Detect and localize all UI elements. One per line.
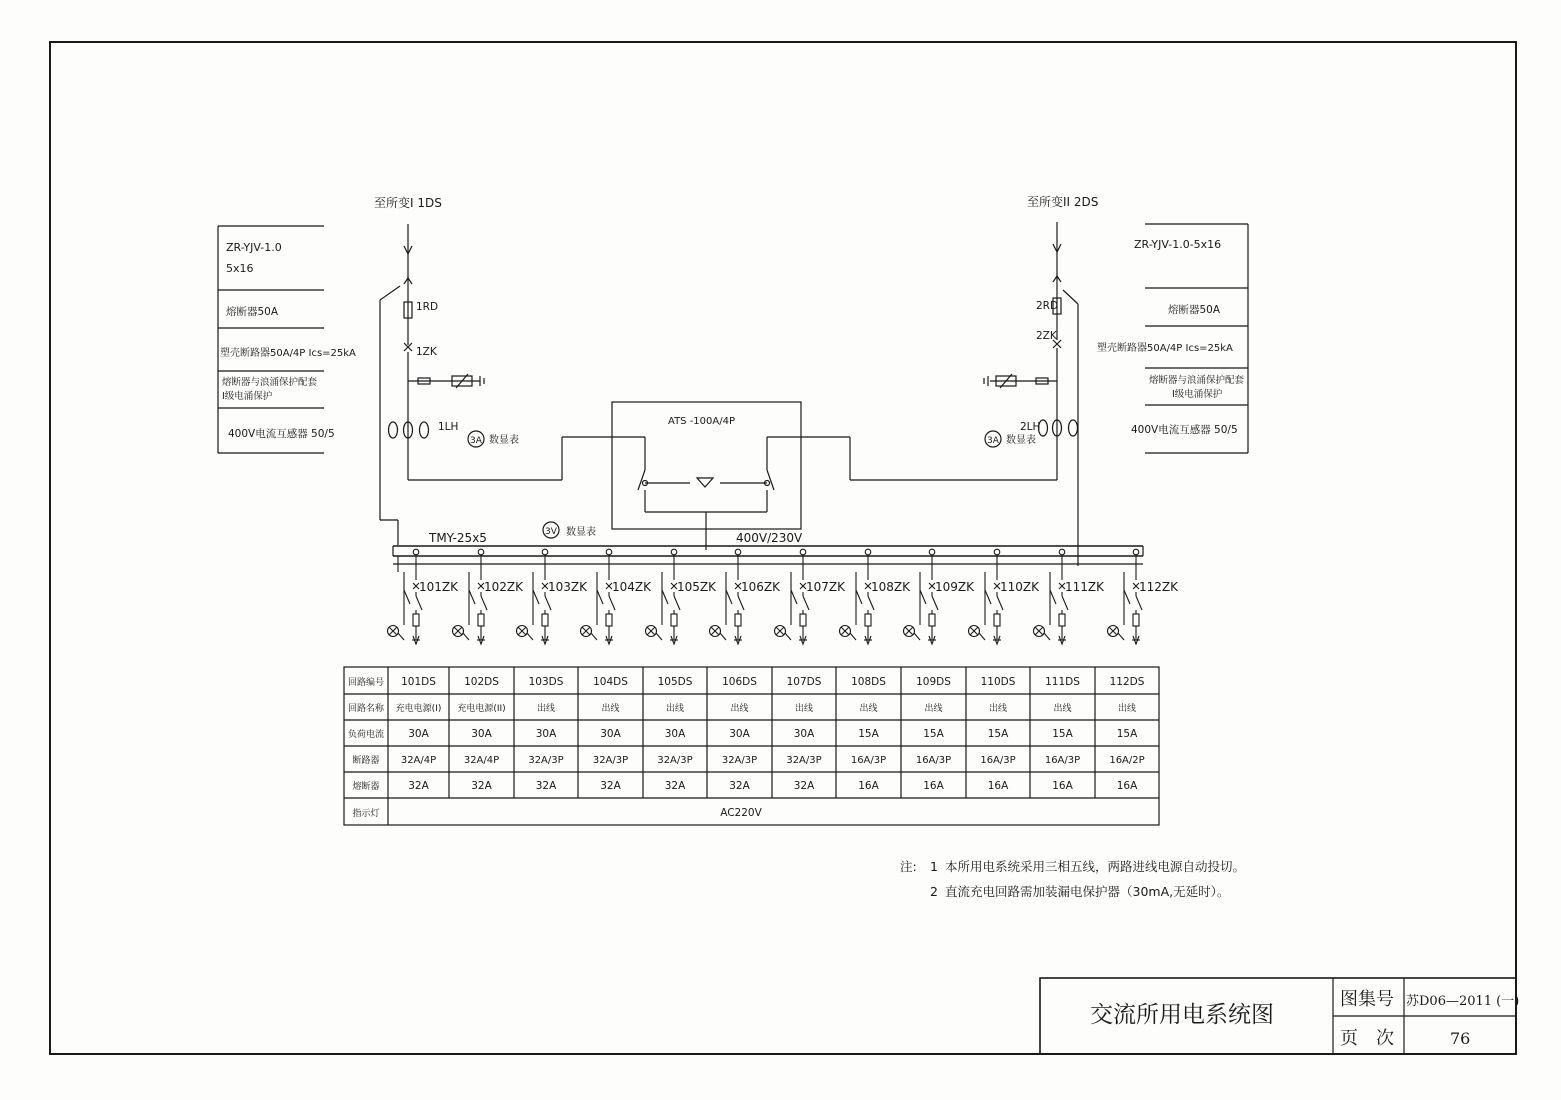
indicator-lamp-icon — [581, 626, 592, 637]
left-cable-size: 5x16 — [226, 262, 254, 275]
table-cell-breaker: 16A/3P — [850, 755, 887, 766]
table-cell-circuit-name: 出线 — [601, 704, 620, 714]
table-cell-circuit-no: 105DS — [657, 676, 693, 688]
table-cell-circuit-name: 出线 — [665, 704, 685, 714]
table-row-header: 回路编号 — [347, 678, 385, 688]
right-ct-spec: 400V电流互感器 50/5 — [1131, 424, 1238, 436]
table-cell-load-current: 15A — [987, 728, 1009, 740]
left-feeder-line — [380, 224, 645, 545]
left-coordination-l1: 熔断器与浪涌保护配套 — [222, 377, 318, 388]
indicator-lamp-icon — [1034, 626, 1045, 637]
table-cell-circuit-name: 出线 — [1117, 704, 1137, 714]
left-coordination-l2: I级电涌保护 — [222, 391, 273, 402]
table-cell-circuit-no: 102DS — [464, 676, 499, 688]
left-fuse-tag: 1RD — [416, 301, 439, 313]
table-cell-circuit-no: 111DS — [1045, 676, 1080, 688]
table-cell-load-current: 15A — [1116, 728, 1138, 740]
table-row-header: 回路名称 — [347, 704, 385, 714]
note-1: 本所用电系统采用三相五线，两路进线电源自动投切。 — [945, 859, 1246, 874]
breaker-label: 111ZK — [1065, 580, 1104, 594]
table-cell-load-current: 15A — [858, 728, 879, 740]
table-cell-breaker: 32A/3P — [786, 755, 822, 766]
breaker-label: 104ZK — [612, 580, 651, 594]
indicator-lamp-icon — [1108, 626, 1119, 637]
table-cell-fuse: 32A — [600, 780, 621, 792]
right-meter-label: 数显表 — [1006, 435, 1036, 446]
table-cell-circuit-no: 103DS — [528, 676, 564, 688]
right-breaker-spec: 塑壳断路器50A/4P Ics=25kA — [1097, 343, 1233, 354]
right-coordination-l1: 熔断器与浪涌保护配套 — [1149, 375, 1245, 386]
indicator-lamp-icon — [775, 626, 786, 637]
indicator-lamp-icon — [453, 626, 464, 637]
table-cell-circuit-no: 110DS — [980, 676, 1016, 688]
table-cell-breaker: 32A/3P — [592, 755, 629, 766]
left-breaker-tag: 1ZK — [416, 346, 437, 358]
table-cell-fuse: 32A — [793, 780, 815, 792]
table-cell-circuit-no: 101DS — [401, 676, 436, 688]
left-spec-panel — [218, 226, 324, 453]
table-cell-fuse: 16A — [858, 780, 879, 792]
indicator-lamp-icon — [517, 626, 528, 637]
note-prefix: 注: — [900, 859, 917, 874]
table-cell-breaker: 32A/4P — [400, 755, 437, 766]
circuit-table-grid — [344, 667, 1159, 825]
table-cell-circuit-name: 出线 — [924, 704, 943, 714]
table-cell-load-current: 30A — [664, 728, 686, 740]
indicator-lamp-icon — [388, 626, 399, 637]
table-cell-breaker: 32A/3P — [528, 755, 564, 766]
page-number: 76 — [1450, 1029, 1471, 1048]
page-label: 页 次 — [1340, 1028, 1394, 1049]
indicator-lamp-icon — [646, 626, 657, 637]
note-1-number: 1 — [930, 859, 938, 874]
table-cell-load-current: 30A — [729, 728, 750, 740]
breaker-label: 101ZK — [419, 580, 458, 594]
table-row-header: 负荷电流 — [347, 730, 385, 740]
table-cell-breaker: 16A/2P — [1109, 755, 1145, 766]
breaker-label: 110ZK — [1000, 580, 1039, 594]
table-cell-fuse: 16A — [923, 780, 944, 792]
right-ct-tag: 2LH — [1020, 421, 1041, 433]
indicator-lamp-icon — [904, 626, 915, 637]
bus-meter-symbol: 3V — [545, 527, 557, 537]
left-source-label: 至所变I 1DS — [374, 196, 442, 210]
table-row-header: 断路器 — [352, 756, 380, 766]
table-cell-fuse: 32A — [408, 780, 429, 792]
table-cell-breaker: 32A/3P — [657, 755, 693, 766]
table-cell-breaker: 16A/3P — [915, 755, 952, 766]
table-cell-load-current: 15A — [1052, 728, 1073, 740]
busbar — [393, 546, 1143, 564]
breaker-label: 112ZK — [1139, 580, 1178, 594]
note-2-number: 2 — [930, 884, 938, 899]
left-meter-label: 数显表 — [489, 435, 519, 446]
table-cell-breaker: 16A/3P — [980, 755, 1016, 766]
left-ct-tag: 1LH — [438, 421, 459, 433]
right-fuse-tag: 2RD — [1036, 300, 1059, 312]
table-cell-load-current: 30A — [471, 728, 492, 740]
left-ct-spec: 400V电流互感器 50/5 — [228, 428, 335, 440]
right-meter-symbol: 3A — [987, 436, 999, 446]
table-cell-fuse: 32A — [471, 780, 492, 792]
table-cell-circuit-name: 出线 — [794, 704, 814, 714]
left-breaker-spec: 塑壳断路器50A/4P Ics=25kA — [220, 348, 356, 359]
right-spec-panel — [1145, 224, 1248, 453]
table-row-header: 熔断器 — [352, 782, 380, 792]
table-cell-circuit-name: 充电电源(I) — [395, 704, 442, 714]
table-cell-fuse: 32A — [664, 780, 686, 792]
table-cell-load-current: 30A — [535, 728, 557, 740]
right-fuse-spec: 熔断器50A — [1168, 304, 1221, 316]
table-cell-circuit-name: 出线 — [536, 704, 556, 714]
breaker-label: 102ZK — [484, 580, 523, 594]
table-cell-load-current: 30A — [408, 728, 429, 740]
breaker-label: 107ZK — [806, 580, 845, 594]
breaker-label: 105ZK — [677, 580, 716, 594]
ats-label: ATS -100A/4P — [668, 416, 735, 427]
table-cell-load-current: 30A — [793, 728, 815, 740]
table-cell-circuit-name: 出线 — [730, 704, 749, 714]
table-cell-circuit-no: 109DS — [916, 676, 951, 688]
left-meter-symbol: 3A — [470, 436, 482, 446]
breaker-label: 103ZK — [548, 580, 587, 594]
table-cell-breaker: 32A/3P — [721, 755, 758, 766]
indicator-lamp-icon — [710, 626, 721, 637]
table-cell-circuit-name: 充电电源(II) — [457, 704, 506, 714]
right-breaker-tag: 2ZK — [1036, 330, 1057, 342]
right-source-label: 至所变II 2DS — [1027, 195, 1099, 209]
busbar-label: TMY-25x5 — [429, 531, 487, 545]
atlas-number-label: 图集号 — [1340, 989, 1394, 1010]
left-cable-spec: ZR-YJV-1.0 — [226, 241, 282, 254]
table-cell-circuit-name: 出线 — [988, 704, 1008, 714]
table-cell-load-current: 15A — [923, 728, 944, 740]
indicator-lamp-icon — [969, 626, 980, 637]
table-cell-breaker: 16A/3P — [1044, 755, 1081, 766]
bus-meter-label: 数显表 — [566, 527, 596, 538]
right-coordination-l2: I级电涌保护 — [1172, 389, 1223, 400]
drawing-title: 交流所用电系统图 — [1090, 1002, 1274, 1028]
busbar-voltage: 400V/230V — [736, 531, 803, 545]
atlas-number-value: 苏D06—2011 (一) — [1406, 994, 1520, 1009]
table-cell-circuit-no: 106DS — [722, 676, 757, 688]
table-row-header: 指示灯 — [352, 809, 380, 819]
table-cell-fuse: 16A — [987, 780, 1009, 792]
right-cable-spec: ZR-YJV-1.0-5x16 — [1134, 238, 1222, 251]
table-cell-circuit-no: 108DS — [851, 676, 886, 688]
table-cell-load-current: 30A — [600, 728, 621, 740]
table-cell-circuit-name: 出线 — [859, 704, 878, 714]
right-feeder-line — [767, 222, 1078, 566]
breaker-label: 108ZK — [871, 580, 910, 594]
table-cell-circuit-name: 出线 — [1053, 704, 1072, 714]
table-cell-fuse: 32A — [729, 780, 750, 792]
note-2: 直流充电回路需加装漏电保护器（30mA,无延时）。 — [945, 884, 1230, 899]
table-cell-lamp: AC220V — [720, 807, 762, 819]
left-fuse-spec: 熔断器50A — [226, 306, 279, 318]
drawing-frame — [50, 42, 1516, 1054]
table-cell-fuse: 32A — [535, 780, 557, 792]
table-cell-circuit-no: 104DS — [593, 676, 628, 688]
table-cell-fuse: 16A — [1116, 780, 1138, 792]
table-cell-circuit-no: 107DS — [786, 676, 822, 688]
table-cell-fuse: 16A — [1052, 780, 1073, 792]
indicator-lamp-icon — [840, 626, 851, 637]
breaker-label: 109ZK — [935, 580, 974, 594]
breaker-label: 106ZK — [741, 580, 780, 594]
table-cell-circuit-no: 112DS — [1109, 676, 1145, 688]
table-cell-breaker: 32A/4P — [463, 755, 500, 766]
